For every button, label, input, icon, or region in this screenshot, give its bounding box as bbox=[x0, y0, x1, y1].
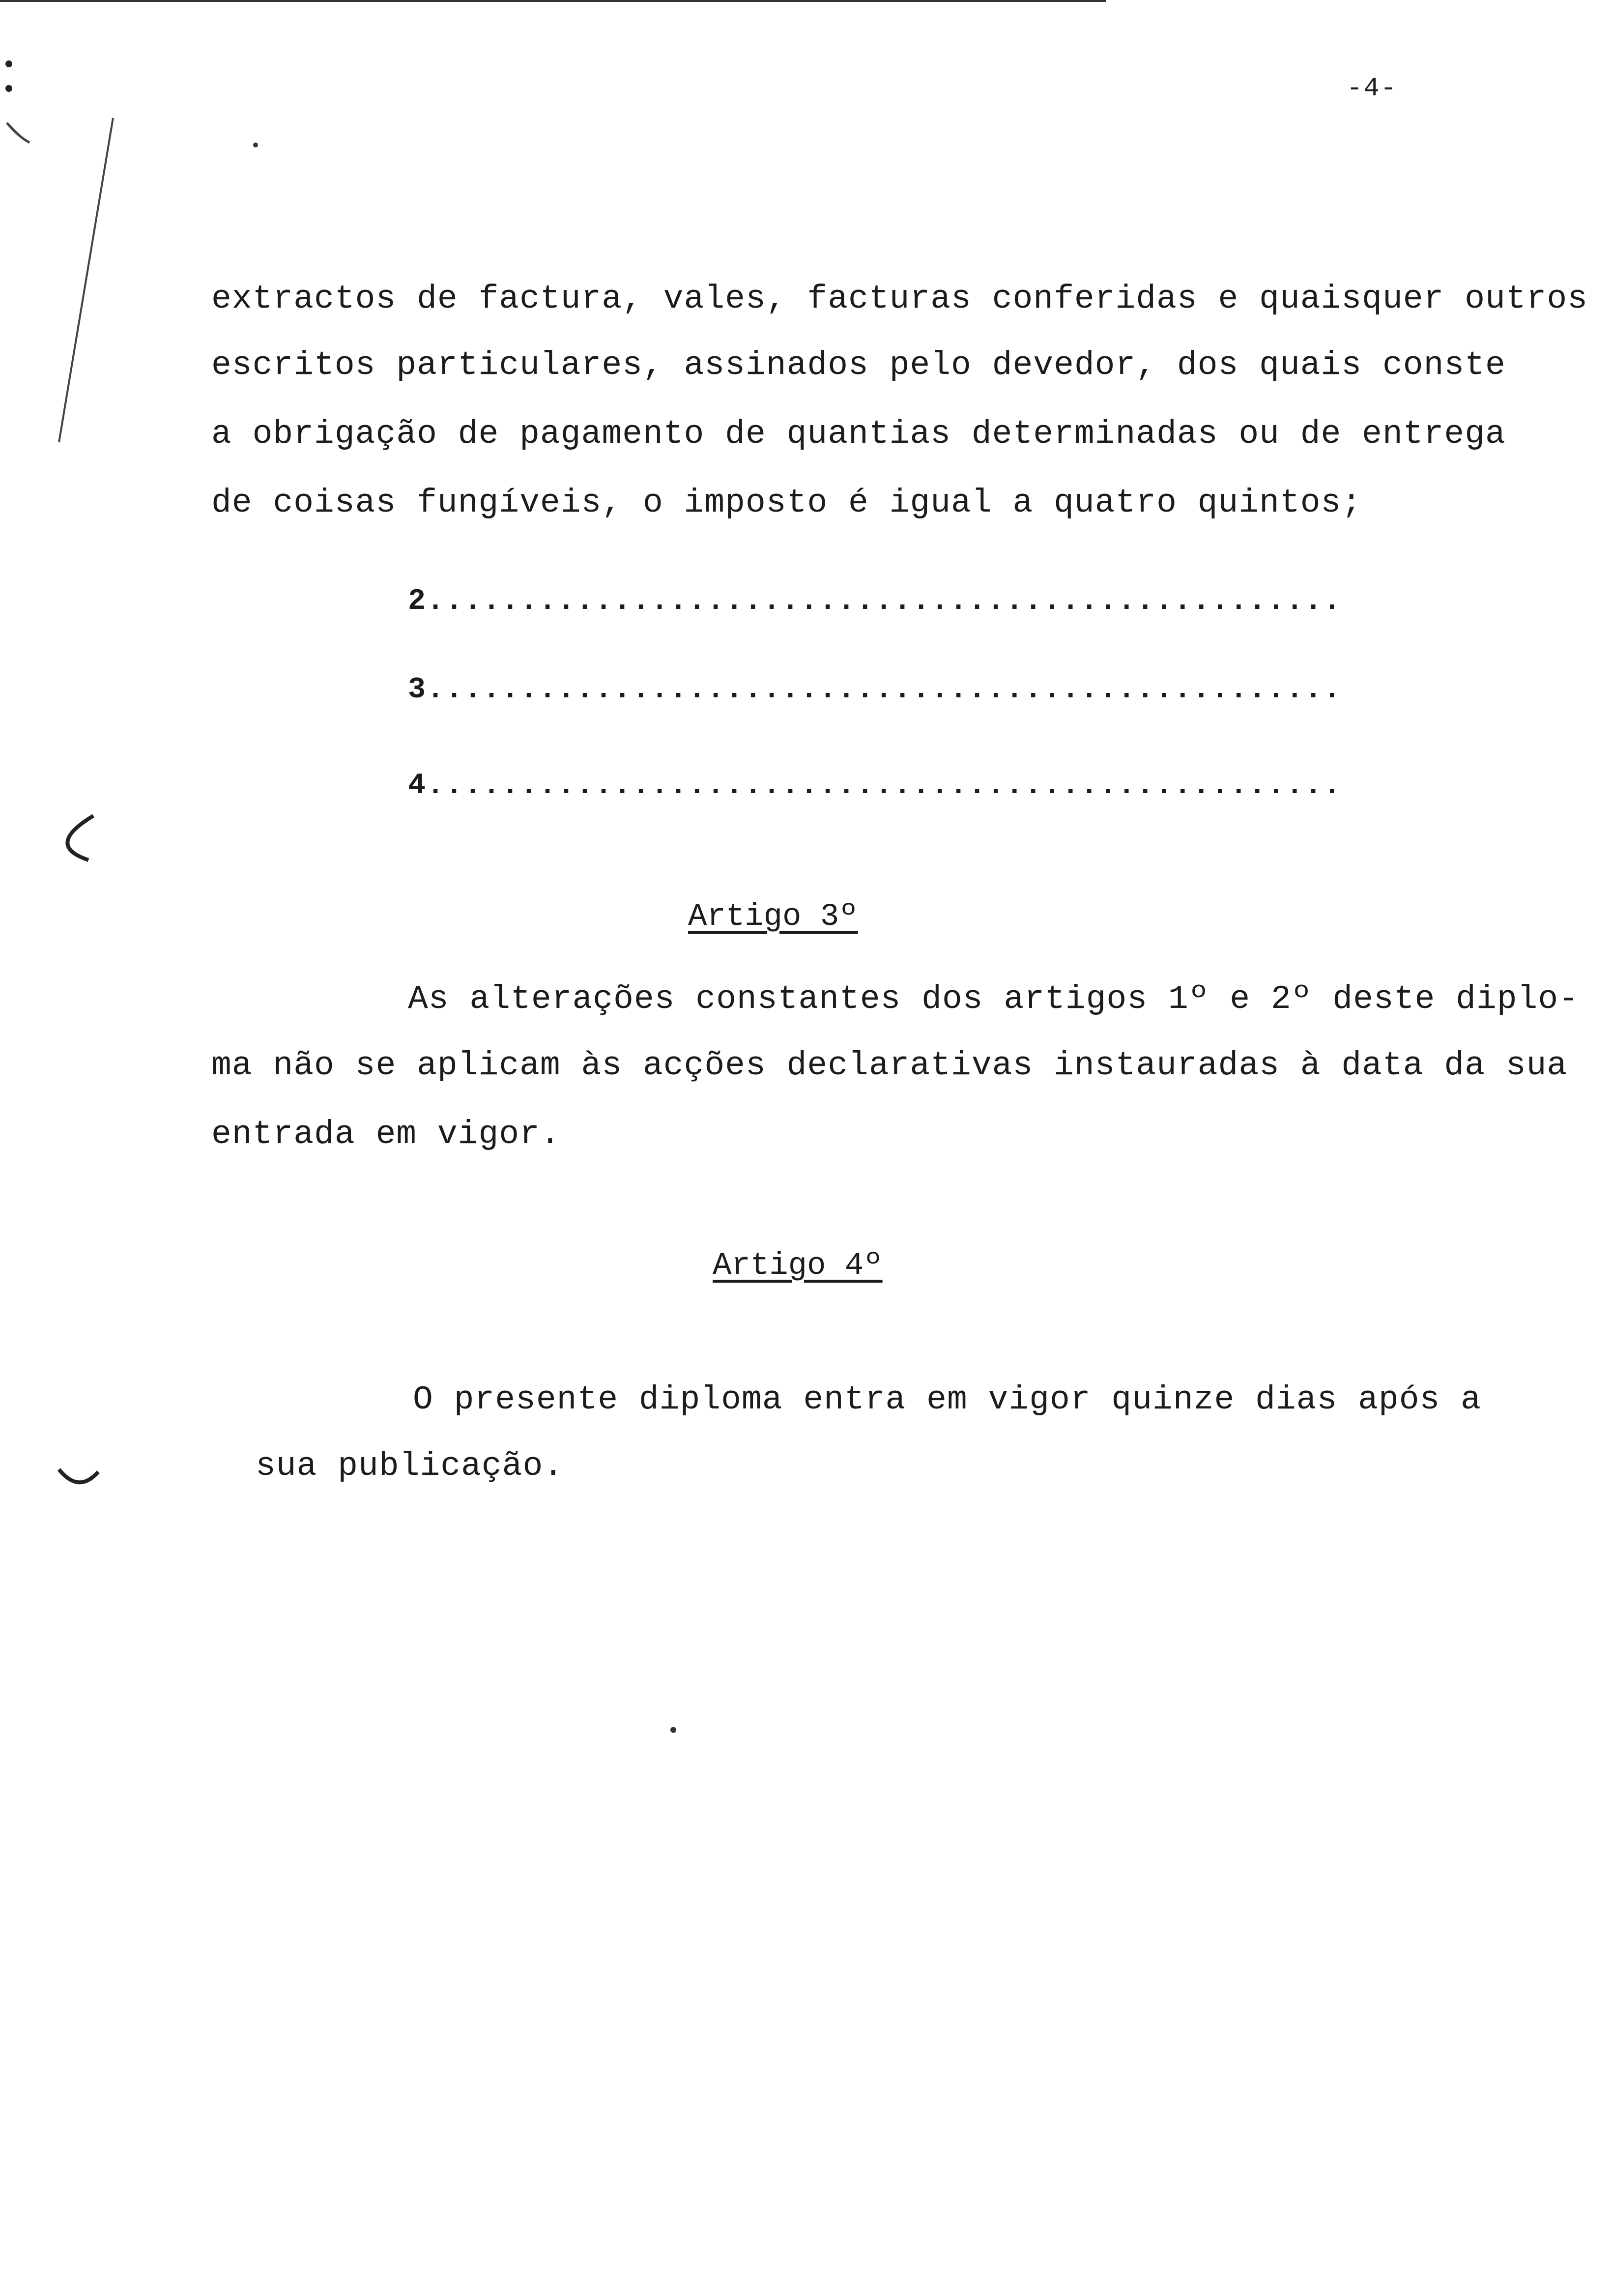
margin-bracket-bottom bbox=[59, 1469, 98, 1482]
article-3-line: ma não se aplicam às acções declarativas instauradas à data da sua bbox=[211, 1047, 1568, 1085]
margin-bracket-top bbox=[67, 816, 93, 860]
corner-tick bbox=[7, 123, 29, 143]
article-3-heading: Artigo 3º bbox=[688, 899, 858, 935]
article-4-line: sua publicação. bbox=[256, 1447, 564, 1485]
numbered-item: 3................................................. bbox=[408, 673, 1342, 707]
paragraph-line: a obrigação de pagamento de quantias determinadas ou de entrega bbox=[211, 415, 1506, 453]
speck bbox=[670, 1727, 676, 1733]
numbered-item: 4................................................. bbox=[408, 769, 1342, 803]
article-3-line: As alterações constantes dos artigos 1º e 2º deste diplo- bbox=[408, 980, 1579, 1018]
article-4-line: O presente diploma entra em vigor quinze dias após a bbox=[413, 1381, 1481, 1419]
punch-dot bbox=[5, 85, 12, 92]
page-number: -4- bbox=[1347, 74, 1398, 104]
paragraph-line: extractos de factura, vales, facturas conferidas e quaisquer outros bbox=[211, 280, 1588, 318]
paragraph-line: de coisas fungíveis, o imposto é igual a quatro quintos; bbox=[211, 484, 1362, 522]
margin-stroke bbox=[59, 118, 113, 442]
article-4-heading: Artigo 4º bbox=[713, 1248, 883, 1284]
punch-dot bbox=[5, 60, 12, 67]
numbered-item: 2................................................. bbox=[408, 585, 1342, 618]
article-3-line: entrada em vigor. bbox=[211, 1116, 561, 1153]
paragraph-line: escritos particulares, assinados pelo devedor, dos quais conste bbox=[211, 346, 1506, 384]
speck bbox=[253, 143, 258, 147]
